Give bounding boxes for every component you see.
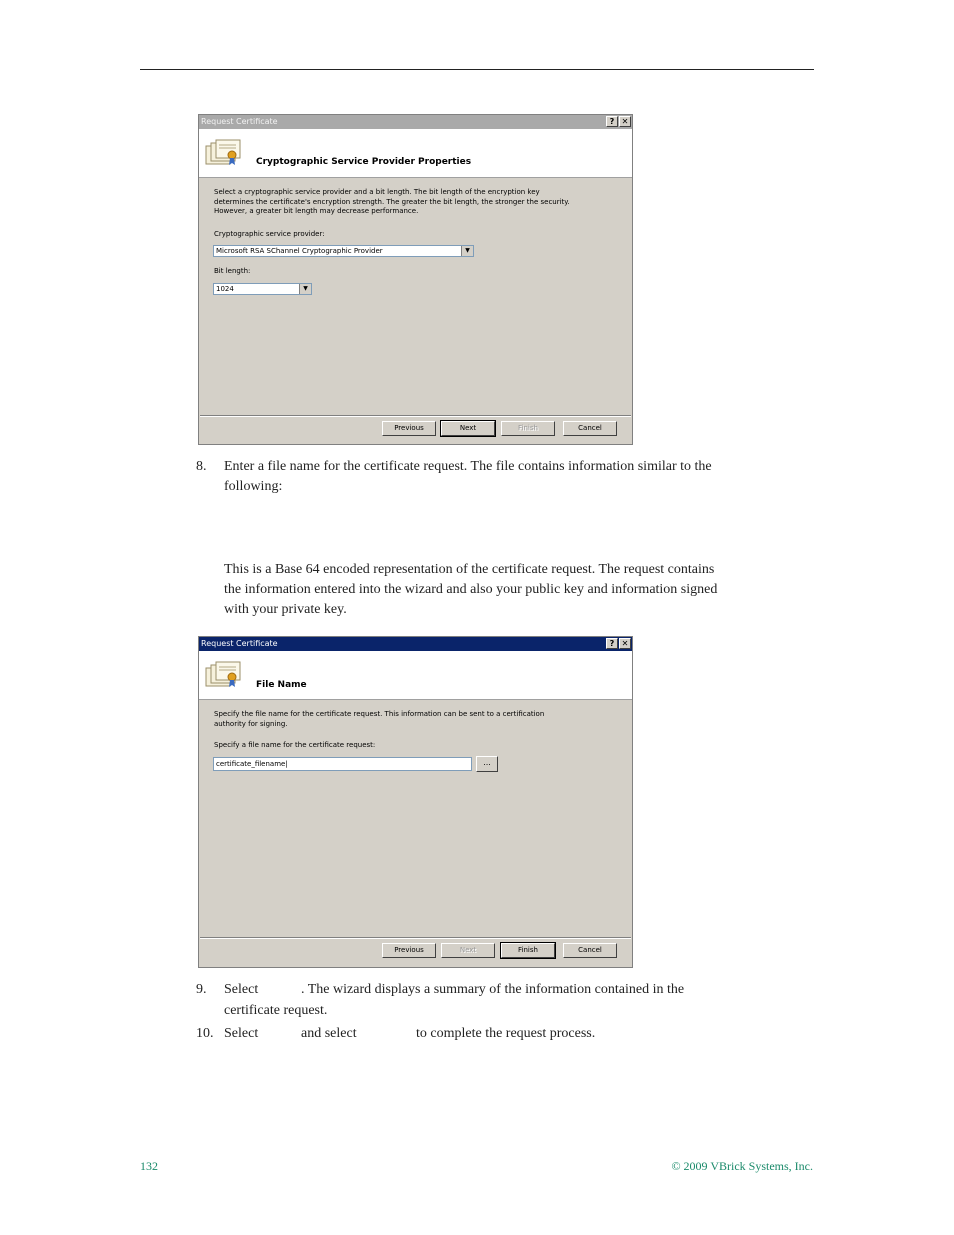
description-line: determines the certificate's encryption strength. The greater the bit length, the stronger the security. bbox=[214, 197, 570, 206]
filename-input[interactable]: certificate_filename| bbox=[213, 757, 472, 771]
description-line: However, a greater bit length may decrease performance. bbox=[214, 207, 419, 215]
step-number: 10. bbox=[196, 1026, 214, 1041]
wizard-header bbox=[199, 651, 632, 700]
description-line: Specify the file name for the certificate request. This information can be sent to a certification bbox=[214, 710, 545, 718]
csp-properties-dialog bbox=[198, 114, 633, 445]
step-number: 9. bbox=[196, 982, 207, 997]
close-button[interactable]: ✕ bbox=[619, 638, 631, 649]
step8-line2: following: bbox=[224, 479, 283, 494]
description-line: authority for signing. bbox=[214, 719, 288, 728]
wizard-header-title: Cryptographic Service Provider Properties bbox=[256, 157, 472, 167]
dialog-title-bar[interactable] bbox=[199, 115, 632, 129]
step9-line2: certificate request. bbox=[224, 1003, 328, 1018]
step-number: 8. bbox=[196, 459, 207, 474]
csp-selected-value: Microsoft RSA SChannel Cryptographic Provider bbox=[216, 247, 383, 255]
divider bbox=[200, 937, 631, 939]
wizard-body bbox=[199, 700, 632, 968]
csp-label: Cryptographic service provider: bbox=[214, 230, 325, 238]
description bbox=[214, 710, 544, 729]
step10-select: Select bbox=[224, 1026, 259, 1041]
next-button[interactable]: Next bbox=[441, 421, 495, 436]
finish-button[interactable]: Finish bbox=[501, 421, 555, 436]
page-number: 132 bbox=[140, 1159, 158, 1173]
finish-button[interactable]: Finish bbox=[501, 943, 555, 958]
paragraph-line3: with your private key. bbox=[224, 602, 347, 617]
bitlength-select[interactable] bbox=[213, 283, 312, 295]
cancel-button[interactable]: Cancel bbox=[563, 421, 617, 436]
previous-button[interactable]: Previous bbox=[382, 421, 436, 436]
certificate-icon bbox=[205, 660, 243, 690]
description bbox=[214, 188, 570, 217]
help-button[interactable]: ? bbox=[606, 638, 618, 649]
next-button[interactable]: Next bbox=[441, 943, 495, 958]
step9-select: Select bbox=[224, 982, 259, 997]
copyright: © 2009 VBrick Systems, Inc. bbox=[671, 1159, 813, 1173]
bitlength-selected-value: 1024 bbox=[216, 285, 234, 293]
help-button[interactable]: ? bbox=[606, 116, 618, 127]
step10-rest: to complete the request process. bbox=[416, 1026, 596, 1041]
close-button[interactable]: ✕ bbox=[619, 116, 631, 127]
browse-button[interactable]: ... bbox=[476, 756, 498, 772]
csp-select[interactable] bbox=[213, 245, 474, 257]
dialog-title: Request Certificate bbox=[201, 639, 278, 648]
certificate-icon bbox=[205, 138, 243, 168]
dialog-title-bar[interactable] bbox=[199, 637, 632, 651]
wizard-header bbox=[199, 129, 632, 178]
step8-line1: Enter a file name for the certificate request. The file contains information similar to the bbox=[224, 459, 712, 474]
cancel-button[interactable]: Cancel bbox=[563, 943, 617, 958]
chevron-down-icon[interactable]: ▼ bbox=[299, 284, 311, 294]
bitlength-label: Bit length: bbox=[214, 267, 251, 275]
header-rule bbox=[140, 69, 814, 70]
filename-label: Specify a file name for the certificate request: bbox=[214, 741, 376, 749]
paragraph-line2: the information entered into the wizard and also your public key and information signed bbox=[224, 582, 718, 597]
wizard-header-title: File Name bbox=[256, 680, 307, 690]
wizard-body bbox=[199, 178, 632, 445]
step10-and-select: and select bbox=[301, 1026, 357, 1041]
description-line: Select a cryptographic service provider and a bit length. The bit length of the encryption key bbox=[214, 188, 540, 196]
step9-line1: . The wizard displays a summary of the information contained in the bbox=[301, 982, 685, 997]
filename-value: certificate_filename bbox=[216, 760, 286, 768]
chevron-down-icon[interactable]: ▼ bbox=[461, 246, 473, 256]
file-name-dialog bbox=[198, 636, 633, 968]
paragraph-line1: This is a Base 64 encoded representation of the certificate request. The request contains bbox=[224, 562, 715, 577]
dialog-title: Request Certificate bbox=[201, 117, 278, 126]
divider bbox=[200, 415, 631, 417]
previous-button[interactable]: Previous bbox=[382, 943, 436, 958]
